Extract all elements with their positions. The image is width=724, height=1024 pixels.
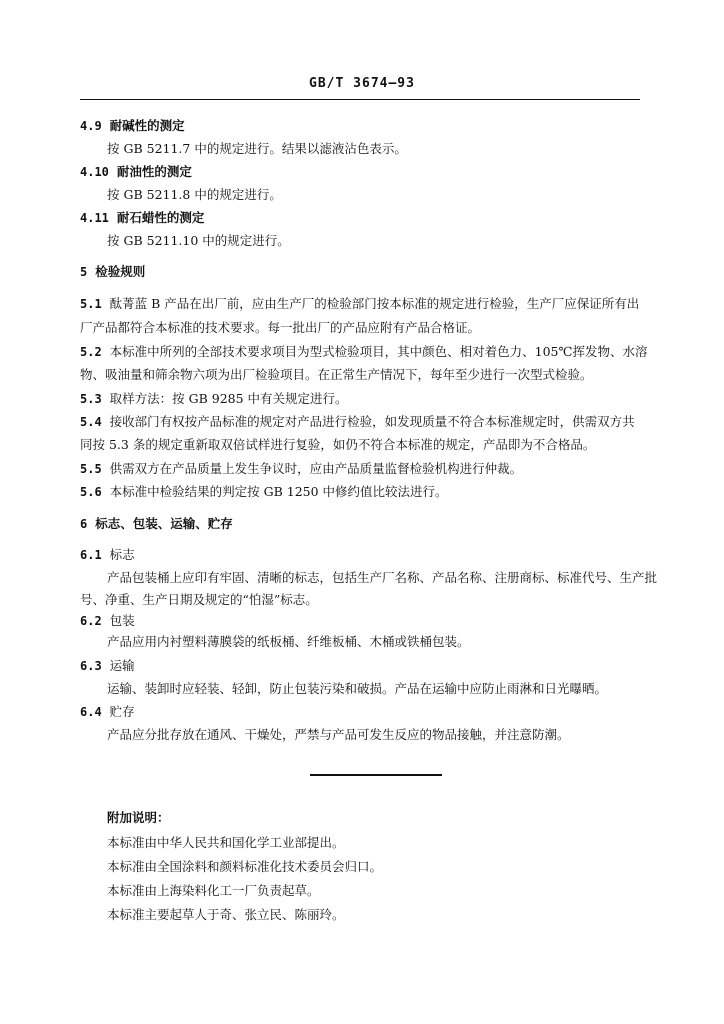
notes-item: 本标准主要起草人于奇、张立民、陈丽玲。 bbox=[107, 907, 345, 922]
section-6-4-heading bbox=[80, 704, 135, 720]
section-number: 5.5 bbox=[80, 462, 102, 476]
separator-rule bbox=[310, 774, 442, 776]
paragraph-text: 本标准中所列的全部技术要求项目为型式检验项目，其中颜色、相对着色力、105℃挥发物、水溶 bbox=[109, 344, 648, 359]
notes-item: 本标准由全国涂料和颜料标准化技术委员会归口。 bbox=[107, 859, 383, 874]
section-number: 6.2 bbox=[80, 614, 102, 628]
section-5-2-line-1 bbox=[80, 344, 647, 360]
section-5-4-line-2: 同按 5.3 条的规定重新取双倍试样进行复验，如仍不符合本标准的规定，产品即为不合格品。 bbox=[80, 437, 596, 452]
section-title: 运输 bbox=[109, 658, 135, 673]
paragraph-text: 酞菁蓝 B 产品在出厂前，应由生产厂的检验部门按本标准的规定进行检验，生产厂应保证所有出 bbox=[109, 296, 640, 311]
header-code: GB/T 3674—93 bbox=[309, 76, 415, 91]
section-5-heading bbox=[80, 264, 145, 280]
paragraph-text: 取样方法：按 GB 9285 中有关规定进行。 bbox=[109, 391, 348, 406]
section-6-1-heading bbox=[80, 547, 135, 563]
section-5-1-line-2: 厂产品都符合本标准的技术要求。每一批出厂的产品应附有产品合格证。 bbox=[80, 320, 481, 335]
section-number: 6.1 bbox=[80, 548, 102, 562]
section-5-5-line-1 bbox=[80, 461, 522, 477]
section-6-1-line-2: 号、净重、生产日期及规定的“怕湿”标志。 bbox=[80, 592, 318, 607]
paragraph-text: 接收部门有权按产品标准的规定对产品进行检验，如发现质量不符合本标准规定时，供需双方共 bbox=[109, 414, 635, 429]
section-4-10-body: 按 GB 5211.8 中的规定进行。 bbox=[107, 187, 282, 202]
section-number: 6.3 bbox=[80, 659, 102, 673]
paragraph-text: 本标准中检验结果的判定按 GB 1250 中修约值比较法进行。 bbox=[109, 484, 448, 499]
section-4-10-heading bbox=[80, 164, 192, 180]
section-title: 贮存 bbox=[109, 704, 135, 719]
section-number: 5.1 bbox=[80, 297, 102, 311]
section-6-2-heading bbox=[80, 613, 135, 629]
section-6-3-heading bbox=[80, 658, 135, 674]
section-number: 5.3 bbox=[80, 392, 102, 406]
section-number: 4.11 bbox=[80, 211, 109, 225]
section-number: 5 bbox=[80, 265, 88, 279]
section-title: 耐碱性的测定 bbox=[109, 118, 185, 133]
notes-title: 附加说明： bbox=[107, 810, 170, 825]
section-title: 耐油性的测定 bbox=[116, 164, 192, 179]
section-6-3-line-1: 运输、装卸时应轻装、轻卸，防止包装污染和破损。产品在运输中应防止雨淋和日光曝晒。 bbox=[107, 681, 608, 696]
section-6-1-line-1: 产品包装桶上应印有牢固、清晰的标志，包括生产厂名称、产品名称、注册商标、标准代号、生产批 bbox=[107, 570, 658, 585]
section-title: 标志 bbox=[109, 547, 135, 562]
section-6-4-line-1: 产品应分批存放在通风、干燥处，严禁与产品可发生反应的物品接触，并注意防潮。 bbox=[107, 727, 570, 742]
section-number: 5.4 bbox=[80, 415, 102, 429]
header-rule bbox=[80, 99, 640, 100]
section-5-1-line-1 bbox=[80, 296, 639, 312]
section-number: 4.9 bbox=[80, 119, 102, 133]
section-5-6-line-1 bbox=[80, 484, 448, 500]
section-5-4-line-1 bbox=[80, 414, 635, 430]
section-6-2-line-1: 产品应用内衬塑料薄膜袋的纸板桶、纤维板桶、木桶或铁桶包装。 bbox=[107, 634, 470, 649]
section-6-heading bbox=[80, 516, 233, 532]
section-number: 6.4 bbox=[80, 705, 102, 719]
section-4-9-heading bbox=[80, 118, 185, 134]
section-title: 包装 bbox=[109, 613, 135, 628]
section-title: 检验规则 bbox=[95, 264, 146, 279]
paragraph-text: 供需双方在产品质量上发生争议时，应由产品质量监督检验机构进行仲裁。 bbox=[109, 461, 523, 476]
section-title: 耐石蜡性的测定 bbox=[116, 210, 205, 225]
section-4-9-body: 按 GB 5211.7 中的规定进行。结果以滤液沾色表示。 bbox=[107, 141, 407, 156]
section-5-2-line-2: 物、吸油量和筛余物六项为出厂检验项目。在正常生产情况下，每年至少进行一次型式检验。 bbox=[80, 367, 593, 382]
section-number: 5.6 bbox=[80, 485, 102, 499]
section-4-11-heading bbox=[80, 210, 204, 226]
section-4-11-body: 按 GB 5211.10 中的规定进行。 bbox=[107, 233, 290, 248]
notes-item: 本标准由上海染料化工一厂负责起草。 bbox=[107, 883, 320, 898]
section-5-3-line-1 bbox=[80, 391, 348, 407]
section-number: 5.2 bbox=[80, 345, 102, 359]
section-number: 6 bbox=[80, 517, 88, 531]
notes-item: 本标准由中华人民共和国化学工业部提出。 bbox=[107, 835, 345, 850]
section-title: 标志、包装、运输、贮存 bbox=[95, 516, 233, 531]
section-number: 4.10 bbox=[80, 165, 109, 179]
